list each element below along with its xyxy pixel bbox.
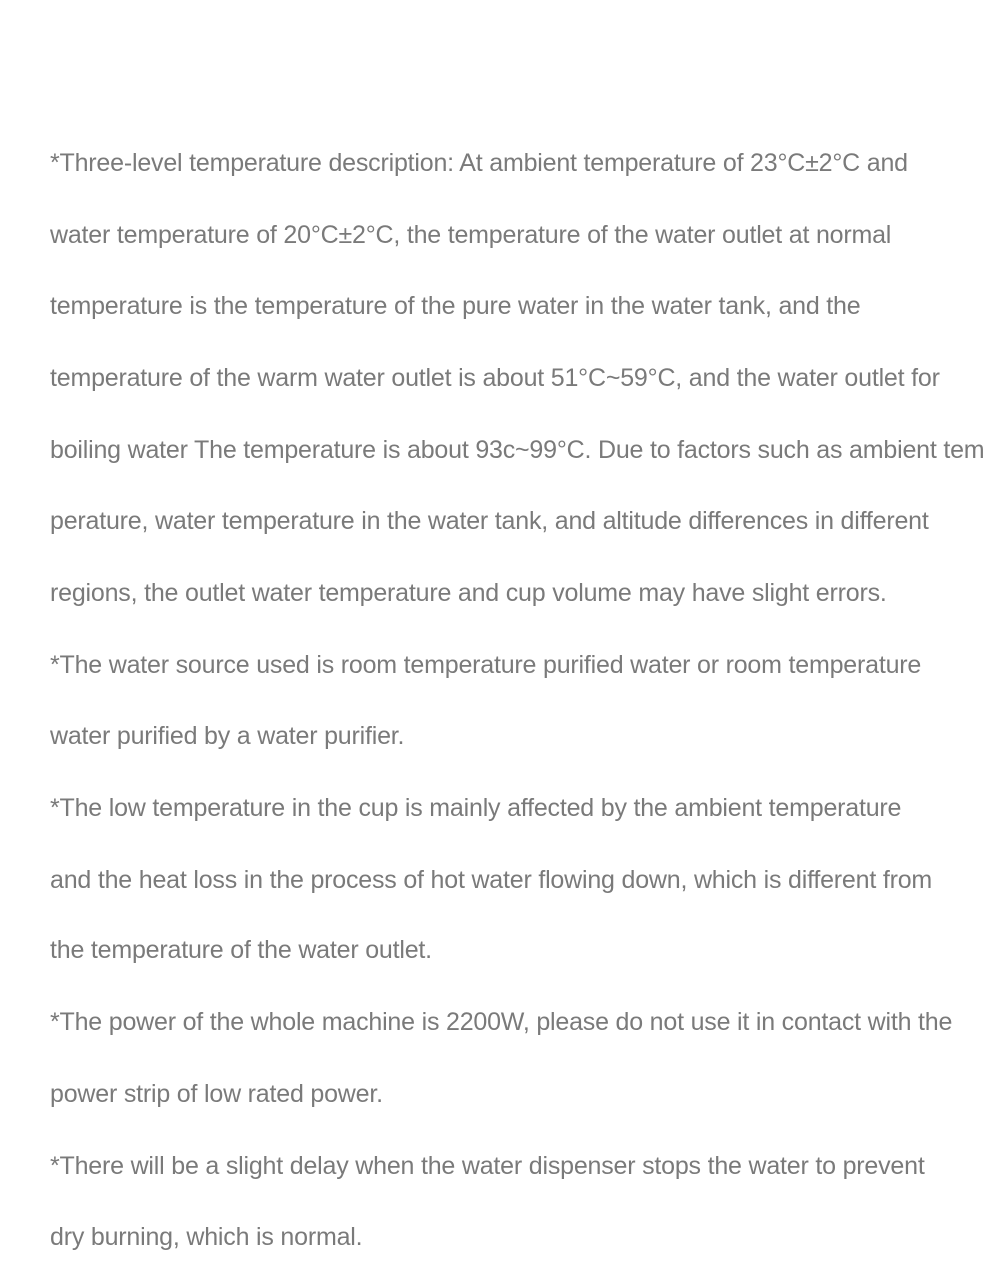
note-line: the temperature of the water outlet. — [50, 936, 432, 964]
note-line: water temperature of 20°C±2°C, the temperature of the water outlet at normal — [50, 221, 892, 249]
note-line: boiling water The temperature is about 93c~99°C. Due to factors such as ambient tem — [50, 436, 985, 464]
note-line: *There will be a slight delay when the water dispenser stops the water to prevent — [50, 1152, 925, 1180]
note-line: regions, the outlet water temperature and cup volume may have slight errors. — [50, 579, 887, 607]
note-line: power strip of low rated power. — [50, 1080, 383, 1108]
note-line: temperature of the warm water outlet is about 51°C~59°C, and the water outlet for — [50, 364, 940, 392]
note-line: *The power of the whole machine is 2200W, please do not use it in contact with the — [50, 1008, 953, 1036]
note-line: dry burning, which is normal. — [50, 1223, 363, 1251]
note-line: perature, water temperature in the water tank, and altitude differences in different — [50, 507, 929, 535]
note-line: *The low temperature in the cup is mainly affected by the ambient temperature — [50, 794, 902, 822]
note-line: *The water source used is room temperature purified water or room temperature — [50, 651, 922, 679]
note-line: water purified by a water purifier. — [50, 722, 405, 750]
note-line: temperature is the temperature of the pure water in the water tank, and the — [50, 292, 861, 320]
note-line: and the heat loss in the process of hot water flowing down, which is different from — [50, 866, 933, 894]
note-line: *Three-level temperature description: At ambient temperature of 23°C±2°C and — [50, 149, 908, 177]
